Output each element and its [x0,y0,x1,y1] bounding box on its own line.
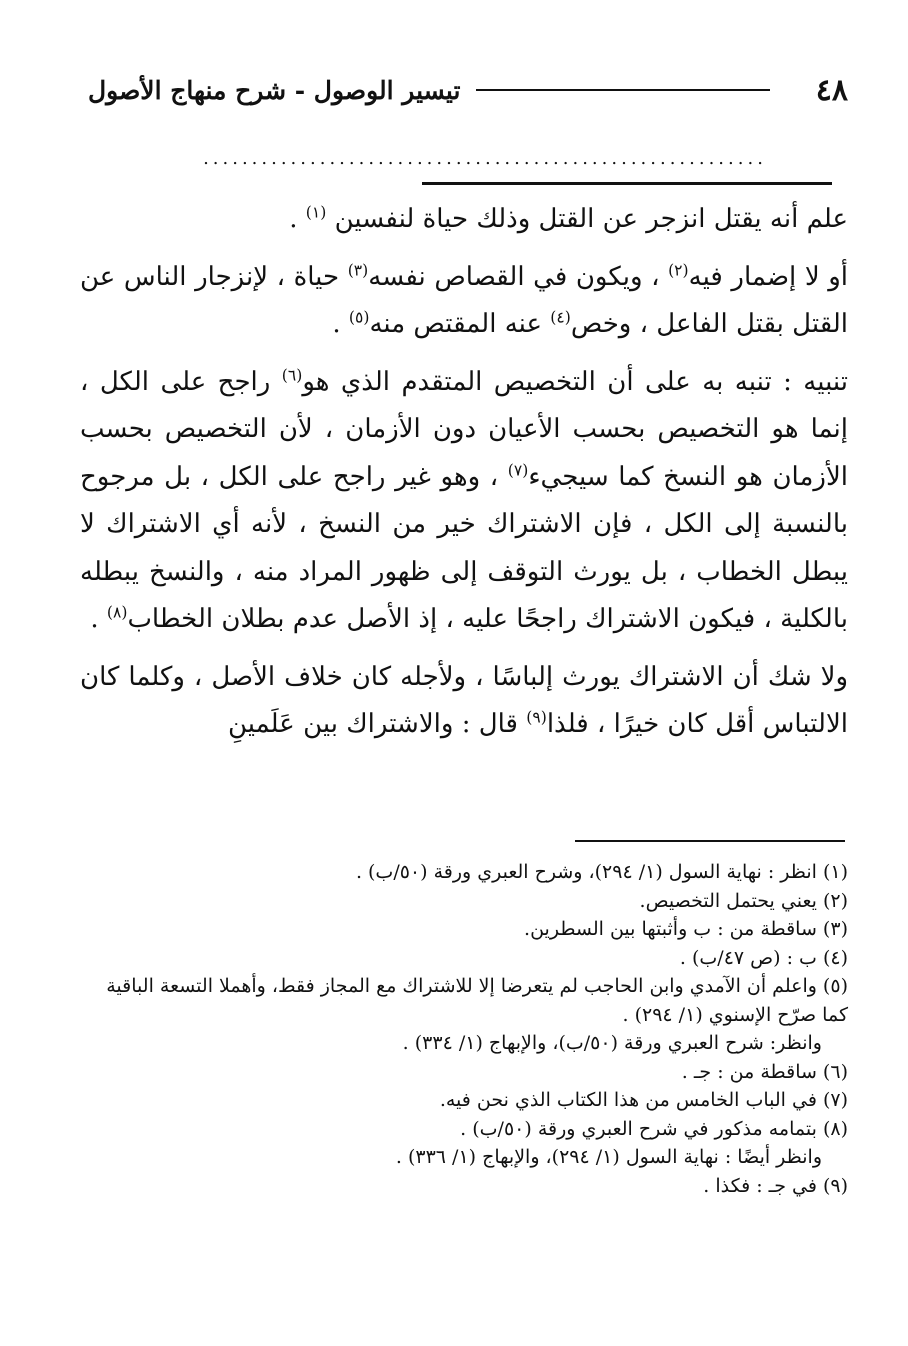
dotted-separator: .......................................................... [203,148,767,169]
paragraph-text: . [90,604,99,634]
page-header [88,70,848,110]
footnote-marker-3: (٣) [347,260,369,279]
header-rule [476,89,769,91]
footnote-rule [575,840,845,842]
footnote-5: (٥) واعلم أن الآمدي وابن الحاجب لم يتعرضا إلا للاشتراك مع المجاز فقط، وأهملا التسعة الباقية كما صرّح الإسنوي (١/ ٢٩٤) . [106,975,848,1026]
footnote-marker-9: (٩) [526,708,547,727]
paragraph-text: حياة ، لإنزجار الناس عن القتل بقتل الفاعل ، وخص [80,261,848,339]
paragraph-text: تنبيه : تنبه به على أن التخصيص المتقدم الذي هو [302,366,849,397]
footnotes [80,858,848,1200]
footnote-3: (٣) ساقطة من : ب وأثبتها بين السطرين. [524,918,848,940]
main-text [80,196,848,759]
text-top-rule [422,182,832,185]
paragraph-text: . [332,309,341,339]
footnote-8: (٨) بتمامه مذكور في شرح العبري ورقة (٥٠/ب) . [460,1117,848,1140]
paragraph-text: ولا شك أن الاشتراك يورث إلباسًا ، ولأجله كان خلاف الأصل ، وكلما كان الالتباس أقل كان خيرًا ، فلذا [80,661,848,739]
footnote-4: (٤) ب : (ص ٤٧/ب) . [679,946,848,969]
footnote-marker-2: (٢) [668,260,689,279]
footnote-marker-6: (٦) [281,365,303,384]
footnote-marker-7: (٧) [507,460,529,479]
footnote-1: (١) انظر : نهاية السول (١/ ٢٩٤)، وشرح العبري ورقة (٥٠/ب) . [355,861,848,883]
footnote-marker-1: (١) [305,203,327,222]
footnote-7: (٧) في الباب الخامس من هذا الكتاب الذي نحن فيه. [439,1089,848,1111]
paragraph-text: قال : والاشتراك بين عَلَمينِ [228,709,518,739]
paragraph-4 [80,654,848,749]
running-title: تيسير الوصول - شرح منهاج الأصول [88,75,461,105]
paragraph-text: . [289,204,298,234]
footnote-5-continuation: وانظر: شرح العبري ورقة (٥٠/ب)، والإبهاج (١/ ٣٣٤) . [402,1032,822,1054]
paragraph-text: ، ويكون في القصاص نفسه [368,261,660,292]
paragraph-text: عنه المقتص منه [369,309,543,339]
paragraph-text: أو لا إضمار فيه [688,261,849,292]
paragraph-3 [80,359,848,644]
paragraph-2 [80,254,848,349]
paragraph-text: علم أنه يقتل انزجر عن القتل وذلك حياة لنفسين [334,204,848,234]
page-number: ٤٨ [815,72,848,108]
footnote-6: (٦) ساقطة من : جـ . [681,1060,848,1083]
paragraph-text: ، وهو غير راجح على الكل ، بل مرجوح بالنسبة إلى الكل ، فإن الاشتراك خير من النسخ ، لأنه أي الاشتراك لا يبطل الخطاب ، بل يورث التوقف إلى ظهور المراد منه ، والنسخ يبطله بالكلية ، فيكون الاشتراك راجحًا عليه ، إذ الأصل عدم بطلان الخطاب [80,461,848,634]
footnote-marker-8: (٨) [106,603,128,622]
paragraph-text: راجح على الكل ، إنما هو التخصيص بحسب الأعيان دون الأزمان ، لأن التخصيص بحسب الأزمان هو النسخ كما سيجيء [80,366,849,492]
paragraph-1 [80,196,848,244]
footnote-9: (٩) في جـ : فكذا . [703,1174,848,1197]
footnote-marker-5: (٥) [348,308,370,327]
footnote-2: (٢) يعني يحتمل التخصيص. [639,889,848,912]
footnote-marker-4: (٤) [550,308,571,327]
footnote-8-continuation: وانظر أيضًا : نهاية السول (١/ ٢٩٤)، والإبهاج (١/ ٣٣٦) . [395,1146,822,1168]
